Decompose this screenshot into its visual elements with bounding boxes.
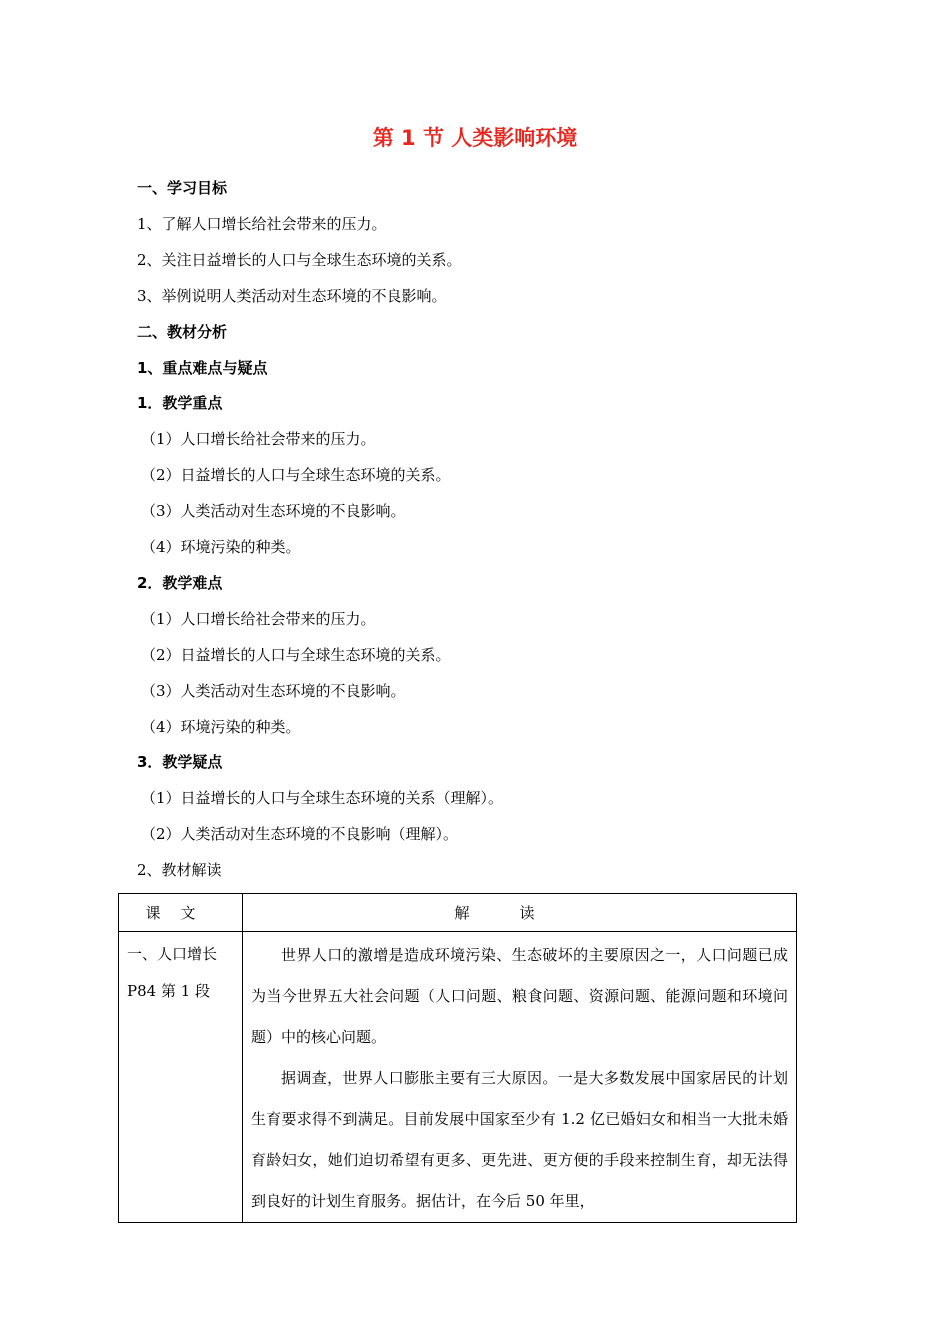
section-heading: 一、学习目标 [137, 179, 228, 197]
page-title: 第 1 节 人类影响环境 [372, 126, 578, 150]
table-row [119, 932, 797, 1223]
section-text: （3）人类活动对生态环境的不良影响。 [141, 681, 406, 700]
section-text: （2）人类活动对生态环境的不良影响（理解）。 [141, 825, 459, 844]
section-text: （4）环境污染的种类。 [141, 538, 301, 556]
table-header-reading [243, 894, 797, 932]
row-right-paragraph-2: 据调查，世界人口膨胀主要有三大原因。一是大多数发展中国家居民的计划生育要求得不到满足。目前发展中国家至少有 1.2 亿已婚妇女和相当一大批未婚育龄妇女，她们迫切希望有更多、更先进、更方便的手段来控制生育，却无法得到良好的计划生育服务。据估计，在今后 50 年里， [251, 1069, 788, 1210]
section-heading: 2．教学难点 [137, 573, 223, 592]
section-text: 3、举例说明人类活动对生态环境的不良影响。 [137, 286, 447, 305]
section-text: （3）人类活动对生态环境的不良影响。 [141, 502, 406, 521]
row-left-line1: 一、人口增长 [127, 945, 218, 963]
section-heading: 3．教学疑点 [137, 753, 223, 772]
section-text: 2、关注日益增长的人口与全球生态环境的关系。 [137, 250, 462, 269]
section-text: （1）人口增长给社会带来的压力。 [141, 609, 376, 628]
section-text: （2）日益增长的人口与全球生态环境的关系。 [141, 466, 451, 485]
section-heading: 二、教材分析 [137, 322, 228, 341]
section-heading: 1、重点难点与疑点 [137, 358, 268, 377]
row-left-line2: P84 第 1 段 [127, 982, 211, 1000]
header-left-label: 课文 [145, 904, 216, 922]
row-left-cell [119, 932, 243, 1223]
section-text: 2、教材解读 [137, 861, 222, 880]
reading-table [118, 893, 797, 1223]
section-text: （1）人口增长给社会带来的压力。 [141, 430, 376, 449]
header-right-label: 解读 [454, 904, 585, 922]
table-header-text [119, 894, 243, 932]
section-text: （1）日益增长的人口与全球生态环境的关系（理解）。 [141, 789, 504, 808]
row-right-paragraph-1: 世界人口的激增是造成环境污染、生态破坏的主要原因之一，人口问题已成为当今世界五大社会问题（人口问题、粮食问题、资源问题、能源问题和环境问题）中的核心问题。 [251, 946, 788, 1046]
section-heading: 1．教学重点 [137, 394, 223, 413]
section-text: （4）环境污染的种类。 [141, 717, 301, 736]
section-text: （2）日益增长的人口与全球生态环境的关系。 [141, 645, 451, 664]
table-header-row [119, 894, 797, 932]
row-right-cell [243, 932, 797, 1223]
section-text: 1、了解人口增长给社会带来的压力。 [137, 214, 387, 233]
